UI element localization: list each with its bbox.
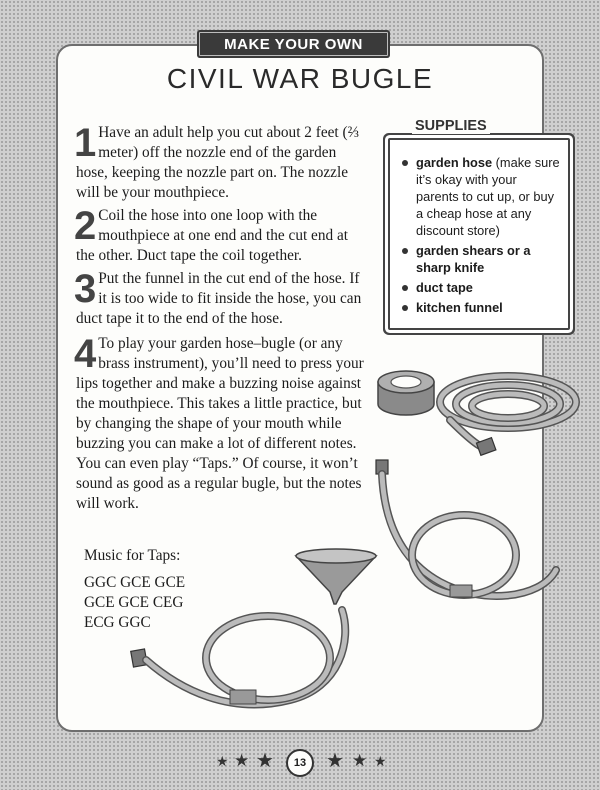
star-icon: ★ xyxy=(374,754,387,770)
hose-bugle-icon xyxy=(131,610,346,704)
page-number: 13 xyxy=(286,749,314,777)
music-line: ECG GGC xyxy=(84,614,151,631)
step-number: 3 xyxy=(74,267,97,311)
duct-tape-roll-icon xyxy=(378,371,434,415)
page-title: CIVIL WAR BUGLE xyxy=(166,63,434,94)
step-text: Put the funnel in the cut end of the hose. If it is too wide to fit inside the hose, you can duct tape it to the end of the hose. xyxy=(76,270,362,327)
music-label: Music for Taps: xyxy=(84,547,181,564)
step-text: Coil the hose into one loop with the mouthpiece at one end and the cut end at the other. Duct tape the coil together. xyxy=(76,207,349,264)
music-line: GCE GCE CEG xyxy=(84,594,184,611)
star-icon: ★ xyxy=(326,748,344,772)
banner-label: MAKE YOUR OWN xyxy=(224,35,363,53)
star-icon: ★ xyxy=(256,748,274,772)
supplies-title: SUPPLIES xyxy=(412,118,490,134)
music-line: GGC GCE GCE xyxy=(84,574,186,591)
supply-item: duct tape xyxy=(416,279,562,296)
supply-item: garden hose (make sure it’s okay with your parents to cut up, or buy a cheap hose at any discount store) xyxy=(416,154,562,239)
star-icon: ★ xyxy=(352,751,368,771)
supply-item: kitchen funnel xyxy=(416,299,562,316)
step-text: Have an adult help you cut about 2 feet (⅔ meter) off the nozzle end of the garden hose, keeping the nozzle part on. The nozzle will be your mouthpiece. xyxy=(76,124,360,201)
step-number: 1 xyxy=(74,121,97,165)
star-icon: ★ xyxy=(216,754,229,770)
step-number: 4 xyxy=(74,332,97,376)
hose-bugle-small-icon xyxy=(376,460,556,597)
supply-item: garden shears or a sharp knife xyxy=(416,242,562,276)
star-icon: ★ xyxy=(234,751,250,771)
funnel-icon xyxy=(296,549,376,604)
step-text: To play your garden hose–bugle (or any brass instrument), you’ll need to press your lips together and make a buzzing noise against the mouthpiece. This takes a little practice, but by changing the shape of your mouth while buzzing you can make a lot of different notes. You can even play “Taps.” Of course, it won’t sound as good as a regular bugle, but the notes will work. xyxy=(76,335,364,512)
step-number: 2 xyxy=(74,204,97,248)
coiled-hose-icon xyxy=(440,376,576,455)
